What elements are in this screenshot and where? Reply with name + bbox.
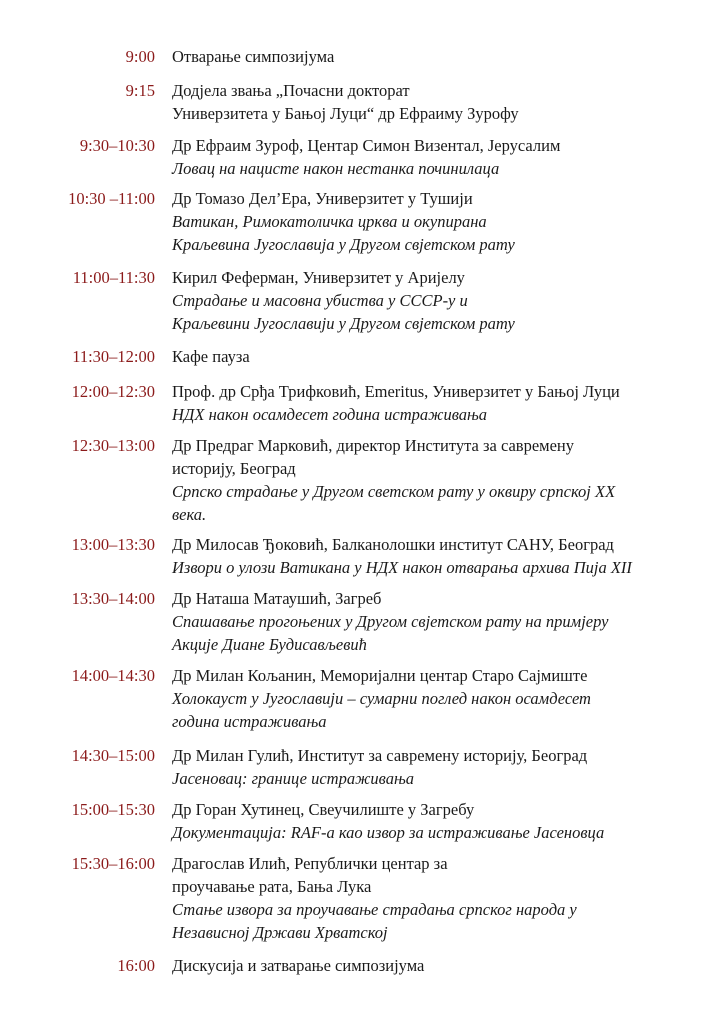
speaker-name: Др Томазо Дел’Ера, Универзитет у Тушији — [172, 189, 473, 208]
speaker-name: Др Предраг Марковић, директор Института за савремену — [172, 436, 575, 455]
session-content — [172, 380, 702, 426]
speaker-name: Проф. др Срђа Трифковић, Emeritus, Универзитет у Бањој Луци — [172, 382, 620, 401]
session-time: 9:30–10:30 — [79, 136, 155, 155]
lecture-title: година истраживања — [172, 712, 327, 731]
session-content — [172, 954, 702, 977]
session-time: 9:15 — [125, 81, 155, 100]
lecture-title: Стање извора за проучавање страдања српског народа у — [172, 900, 577, 919]
session-time: 15:00–15:30 — [71, 800, 155, 819]
session-time: 9:00 — [125, 47, 155, 66]
session-content — [172, 798, 702, 844]
session-time: 12:30–13:00 — [71, 436, 155, 455]
speaker-name: Др Милан Кољанин, Меморијални центар Старо Сајмиште — [172, 666, 588, 685]
speaker-name: Др Наташа Матаушић, Загреб — [172, 589, 382, 608]
session-time: 11:00–11:30 — [72, 268, 155, 287]
speaker-name: Кирил Феферман, Универзитет у Аријелу — [172, 268, 465, 287]
session-title: Отварање симпозијума — [172, 47, 335, 66]
session-time: 15:30–16:00 — [71, 854, 155, 873]
session-time: 13:30–14:00 — [71, 589, 155, 608]
session-content — [172, 852, 702, 944]
lecture-title: Краљевина Југославија у Другом свјетском рату — [172, 235, 515, 254]
session-time: 14:30–15:00 — [71, 746, 155, 765]
session-time: 13:00–13:30 — [71, 535, 155, 554]
session-time: 14:00–14:30 — [71, 666, 155, 685]
lecture-title: Извори о улози Ватикана у НДХ након отварања архива Пија XII — [172, 558, 632, 577]
session-time: 11:30–12:00 — [72, 347, 155, 366]
session-content — [172, 345, 702, 368]
lecture-title: Акције Диане Будисављевић — [172, 635, 367, 654]
speaker-name: Др Горан Хутинец, Свеучилиште у Загребу — [172, 800, 475, 819]
lecture-title: НДХ након осамдесет година истраживања — [172, 405, 488, 424]
session-title: Додјела звања „Почасни докторат — [172, 81, 410, 100]
session-content — [172, 664, 702, 733]
lecture-title: Страдање и масовна убиства у СССР-у и — [172, 291, 468, 310]
session-time: 10:30 –11:00 — [68, 189, 155, 208]
session-title: Кафе пауза — [172, 347, 250, 366]
lecture-title: Независној Држави Хрватској — [172, 923, 388, 942]
lecture-title: Ватикан, Римокатоличка црква и окупирана — [172, 212, 487, 231]
lecture-title: Јасеновац: границе истраживања — [172, 769, 414, 788]
lecture-title: Краљевини Југославији у Другом свјетском рату — [172, 314, 515, 333]
session-title: Дискусија и затварање симпозијума — [172, 956, 425, 975]
lecture-title: века. — [172, 505, 207, 524]
lecture-title: Холокауст у Југославији – сумарни поглед након осамдесет — [172, 689, 591, 708]
speaker-name: Драгослав Илић, Републички центар за — [172, 854, 448, 873]
speaker-name: Др Милосав Ђоковић, Балканолошки институт САНУ, Београд — [172, 535, 614, 554]
session-content — [172, 587, 702, 656]
speaker-name: Др Ефраим Зуроф, Центар Симон Визентал, Јерусалим — [172, 136, 561, 155]
speaker-name: проучавање рата, Бања Лука — [172, 877, 372, 896]
session-content — [172, 744, 702, 790]
session-time: 16:00 — [117, 956, 155, 975]
session-content — [172, 533, 702, 579]
speaker-name: историју, Београд — [172, 459, 296, 478]
lecture-title: Српско страдање у Другом светском рату у оквиру српској XX — [172, 482, 616, 501]
session-content — [172, 134, 702, 180]
lecture-title: Спашавање прогоњених у Другом свјетском рату на примјеру — [172, 612, 609, 631]
session-content — [172, 45, 702, 68]
session-content — [172, 79, 702, 125]
lecture-title: Документација: RAF-а као извор за истраживање Јасеновца — [172, 823, 605, 842]
lecture-title: Ловац на нацисте након нестанка починилаца — [172, 159, 500, 178]
session-content — [172, 187, 702, 256]
session-content — [172, 434, 702, 526]
session-time: 12:00–12:30 — [71, 382, 155, 401]
speaker-name: Др Милан Гулић, Институт за савремену историју, Београд — [172, 746, 588, 765]
session-content — [172, 266, 702, 335]
session-title: Универзитета у Бањој Луци“ др Ефраиму Зурофу — [172, 104, 519, 123]
